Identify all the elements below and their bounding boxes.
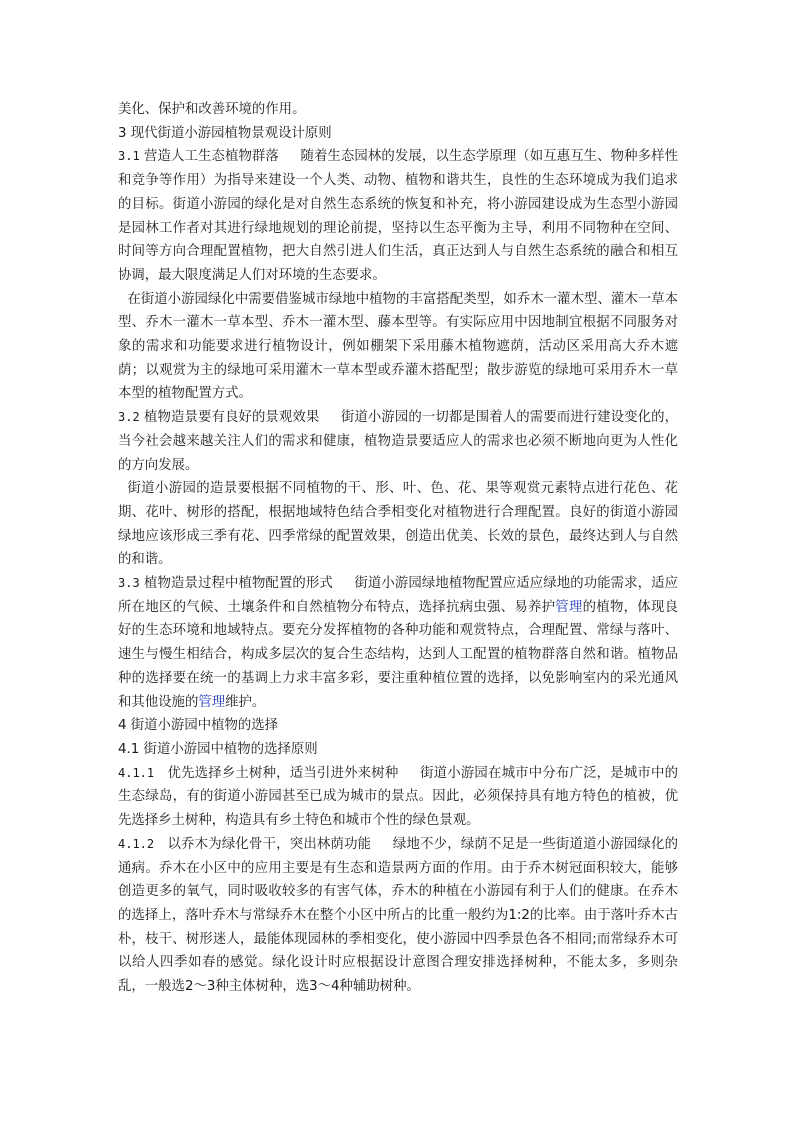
- document-page: [118, 98, 678, 999]
- section-number: 4.1.1: [118, 765, 155, 780]
- management-link[interactable]: 管理: [198, 694, 226, 710]
- section-body-a: 街道小游园绿地植物配置应适应绿地的功能需求，适应所在地区的气候、土壤条件和自然植物分布特点，选择抗病虫强、易养护: [118, 576, 679, 615]
- section-heading-4-1: 4.1 街道小游园中植物的选择原则: [118, 741, 318, 757]
- section-body-b: 的植物，体现良好的生态环境和地域特点。要充分发挥植物的各种功能和观赏特点，合理配置、常绿与落叶、速生与慢生相结合，构成多层次的复合生态结构，达到人工配置的植物群落自然和谐。植物品种的选择要在统一的基调上力求丰富多彩，要注重种植位置的选择，以免影响室内的采光通风和其他设施的: [118, 599, 679, 710]
- section-number: 3.2: [118, 410, 140, 425]
- section-heading-3: 3 现代街道小游园植物景观设计原则: [118, 125, 332, 141]
- section-number: 4.1.2: [118, 836, 155, 851]
- paragraph-3-1-b: 在街道小游园绿化中需要借鉴城市绿地中植物的丰富搭配类型，如乔木一灌木型、灌木一草本型、乔木一灌木一草本型、乔木一灌木型、藤本型等。有实际应用中因地制宜根据不同服务对象的需求和功能要求进行植物设计，例如棚架下采用藤木植物遮荫，活动区采用高大乔木遮荫；以观赏为主的绿地可采用灌木一草本型或乔灌木搭配型；散步游览的绿地可采用乔木一草本型的植物配置方式。: [118, 291, 678, 402]
- section-title: 营造人工生态植物群落: [144, 149, 279, 165]
- section-3-2: [118, 406, 678, 477]
- section-body: 绿地不少，绿荫不足是一些街道道小游园绿化的通病。乔木在小区中的应用主要是有生态和造景两方面的作用。由于乔木树冠面积较大，能够创造更多的氧气，同时吸收较多的有害气体，乔木的种植在小游园有利于人们的健康。在乔木的选择上，落叶乔木与常绿乔木在整个小区中所占的比重一般约为1:2的比率。由于落叶乔木古朴，枝干、树形迷人，最能体现园林的季相变化，使小游园中四季景色各不相同;而常绿乔木可以给人四季如春的感觉。绿化设计时应根据设计意图合理安排选择树种，不能太多，多则杂乱，一般选2～3种主体树种，选3～4种辅助树种。: [118, 836, 678, 995]
- section-3-3: [118, 572, 678, 714]
- management-link[interactable]: 管理: [555, 599, 583, 615]
- section-4-1-1: [118, 762, 678, 833]
- section-body: 街道小游园的一切都是围着人的需要而进行建设变化的，当今社会越来越关注人们的需求和健康，植物造景要适应人的需求也必须不断地向更为人性化的方向发展。: [118, 410, 679, 473]
- paragraph-continuation: 美化、保护和改善环境的作用。: [118, 102, 306, 117]
- section-title: 植物造景过程中植物配置的形式: [144, 576, 333, 592]
- section-body-c: 维护。: [225, 694, 266, 710]
- section-body: 街道小游园在城市中分布广泛，是城市中的生态绿岛，有的街道小游园甚至已成为城市的景点。因此，必须保持具有地方特色的植被，优先选择乡土树种，构造具有乡土特色和城市个性的绿色景观。: [118, 765, 678, 829]
- section-body: 随着生态园林的发展，以生态学原理（如互惠互生、物种多样性和竞争等作用）为指导来建设一个人类、动物、植物和谐共生，良性的生态环境成为我们追求的目标。街道小游园的绿化是对自然生态系统的恢复和补充，将小游园建设成为生态型小游园是园林工作者对其进行绿地规划的理论前提，坚持以生态平衡为主导，利用不同物种在空间、时间等方向合理配置植物，把大自然引进人们生活，真正达到人与自然生态系统的融合和相互协调，最大限度满足人们对环境的生态要求。: [118, 149, 678, 283]
- section-4-1-2: [118, 833, 678, 999]
- section-title: 植物造景要有良好的景观效果: [144, 410, 320, 426]
- section-number: 3.1: [118, 149, 140, 164]
- section-number: 3.3: [118, 576, 140, 591]
- section-title: 以乔木为绿化骨干，突出林荫功能: [167, 836, 372, 852]
- paragraph-3-2-b: 街道小游园的造景要根据不同植物的干、形、叶、色、花、果等观赏元素特点进行花色、花期、花叶、树形的搭配，根据地域特色结合季相变化对植物进行合理配置。良好的街道小游园绿地应该形成三季有花、四季常绿的配置效果，创造出优美、长效的景色，最终达到人与自然的和谐。: [118, 481, 678, 568]
- section-heading-4: 4 街道小游园中植物的选择: [118, 718, 279, 734]
- section-3-1: [118, 145, 678, 287]
- section-title: 优先选择乡土树种，适当引进外来树种: [167, 765, 399, 781]
